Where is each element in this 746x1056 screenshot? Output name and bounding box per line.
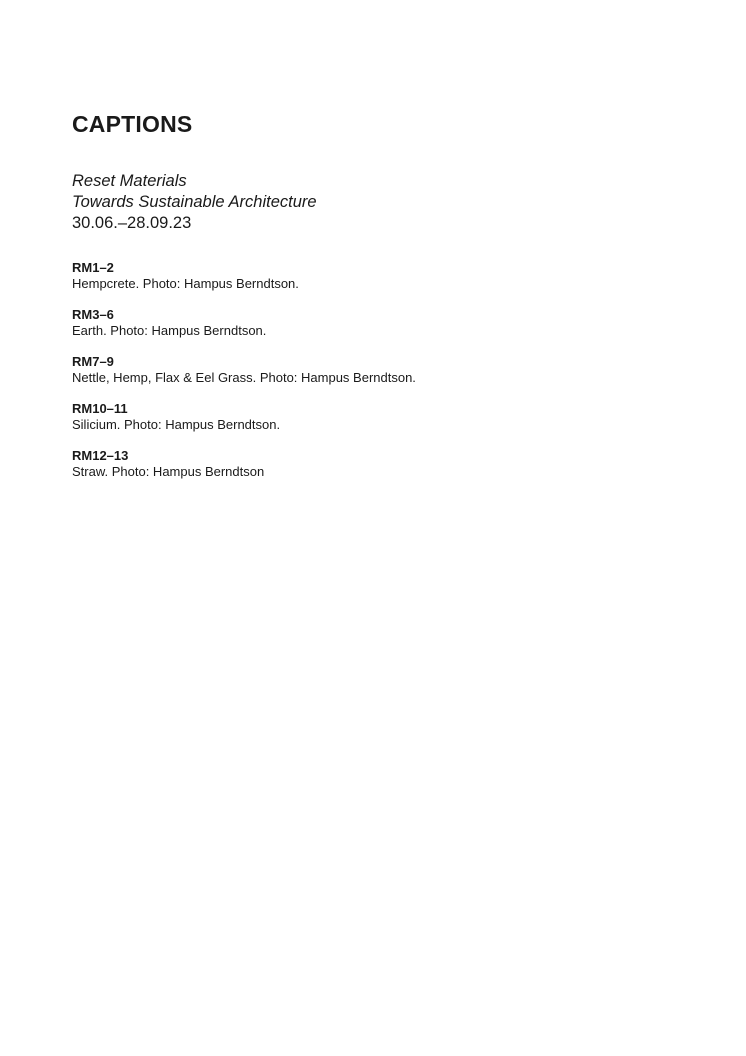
- caption-text: Silicium. Photo: Hampus Berndtson.: [72, 417, 281, 432]
- caption-text: Hempcrete. Photo: Hampus Berndtson.: [72, 276, 299, 291]
- caption-text: Earth. Photo: Hampus Berndtson.: [72, 323, 267, 338]
- caption-item: [72, 260, 672, 292]
- caption-code: RM10–11: [72, 401, 128, 416]
- caption-item: [72, 401, 672, 433]
- exhibition-dates: 30.06.–28.09.23: [72, 214, 192, 232]
- exhibition-subtitle: Towards Sustainable Architecture: [72, 193, 317, 211]
- exhibition-info: [72, 171, 672, 234]
- page-title: CAPTIONS: [72, 111, 193, 137]
- caption-code: RM12–13: [72, 448, 129, 463]
- caption-code: RM7–9: [72, 354, 114, 369]
- caption-list: [72, 260, 672, 480]
- caption-item: [72, 448, 672, 480]
- caption-code: RM3–6: [72, 307, 114, 322]
- caption-code: RM1–2: [72, 260, 114, 275]
- document-page: [72, 110, 672, 495]
- caption-item: [72, 354, 672, 386]
- exhibition-title: Reset Materials: [72, 172, 187, 190]
- caption-text: Nettle, Hemp, Flax & Eel Grass. Photo: Hampus Berndtson.: [72, 370, 416, 385]
- caption-text: Straw. Photo: Hampus Berndtson: [72, 464, 265, 479]
- caption-item: [72, 307, 672, 339]
